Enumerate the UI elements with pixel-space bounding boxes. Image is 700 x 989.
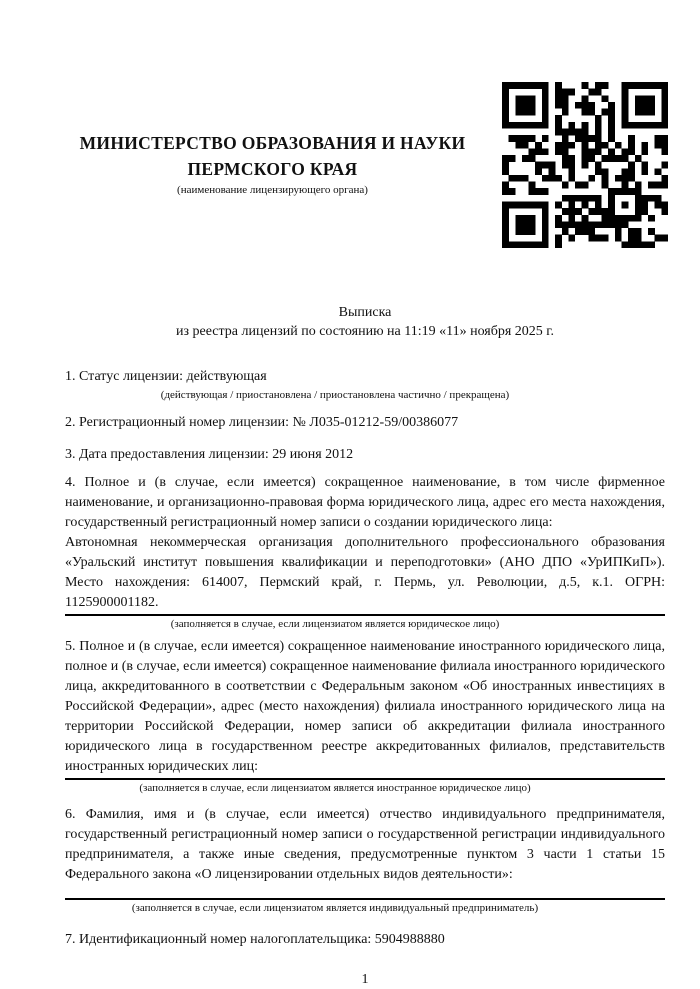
license-status-options-caption: (действующая / приостановлена / приостановлена частично / прекращена) <box>160 389 510 401</box>
legal-entity-item <box>65 473 665 613</box>
foreign-entity-item <box>65 637 665 777</box>
document-header <box>0 0 700 248</box>
entrepreneur-item <box>65 805 665 885</box>
ministry-name-line1: МИНИСТЕРСТВО ОБРАЗОВАНИЯ И НАУКИ <box>79 133 466 153</box>
title-line1: Выписка <box>338 305 392 320</box>
title-line2: из реестра лицензий по состоянию на 11:19 «11» ноября 2025 г. <box>176 324 554 339</box>
entrepreneur-rule <box>65 898 665 900</box>
legal-entity-rule <box>65 614 665 616</box>
license-status-item: 1. Статус лицензии: действующая <box>65 369 267 384</box>
taxpayer-id-item: 7. Идентификационный номер налогоплательщика: 5904988880 <box>65 932 445 947</box>
registration-number-item: 2. Регистрационный номер лицензии: № Л035-01212-59/00386077 <box>65 415 459 430</box>
document-body <box>65 367 665 950</box>
qr-code-icon <box>502 82 668 248</box>
foreign-entity-rule <box>65 778 665 780</box>
grant-date-item: 3. Дата предоставления лицензии: 29 июня 2012 <box>65 447 354 462</box>
document-title <box>65 303 665 341</box>
entrepreneur-label: 6. Фамилия, имя и (в случае, если имеется) отчество индивидуального предпринимателя, государственный регистрационный номер записи о государственной регистрации индивидуального предпринимателя, а также иные сведения, предусмотренные пунктом 3 части 1 статьи 15 Федерального закона «О лицензировании отдельных видов деятельности»: <box>65 807 665 882</box>
legal-entity-caption: (заполняется в случае, если лицензиатом является юридическое лицо) <box>170 618 500 630</box>
foreign-entity-caption: (заполняется в случае, если лицензиатом является иностранное юридическое лицо) <box>139 782 531 794</box>
legal-entity-label: 4. Полное и (в случае, если имеется) сокращенное наименование, в том числе фирменное наименование, и организационно-правовая форма юридического лица, адрес его места нахождения, государственный регистрационный номер записи о создании юридического лица: <box>65 475 665 530</box>
page-number: 1 <box>361 972 369 987</box>
foreign-entity-label: 5. Полное и (в случае, если имеется) сокращенное наименование иностранного юридического лица, полное и (в случае, если имеется) сокращенное наименование филиала иностранного юридического лица, аккредитованного в соответствии с Федеральным законом «Об иностранных инвестициях в Российской Федерации», адрес (место нахождения) филиала иностранного юридического лица на территории Российской Федерации, номер записи об аккредитации филиала иностранного юридического лица в государственном реестре аккредитованных филиалов, представительств иностранных юридических лиц: <box>65 639 665 774</box>
licensing-authority-block <box>65 130 480 197</box>
ministry-name-line2: ПЕРМСКОГО КРАЯ <box>187 159 358 179</box>
ministry-caption: (наименование лицензирующего органа) <box>177 184 368 196</box>
legal-entity-value: Автономная некоммерческая организация дополнительного профессионального образования «Уральский институт повышения квалификации и переподготовки» (АНО ДПО «УрИПКиП»). Место нахождения: 614007, Пермский край, г. Пермь, ул. Революции, д.5, к.1. ОГРН: 1125900001182. <box>65 535 665 610</box>
entrepreneur-caption: (заполняется в случае, если лицензиатом является индивидуальный предприниматель) <box>131 902 539 914</box>
